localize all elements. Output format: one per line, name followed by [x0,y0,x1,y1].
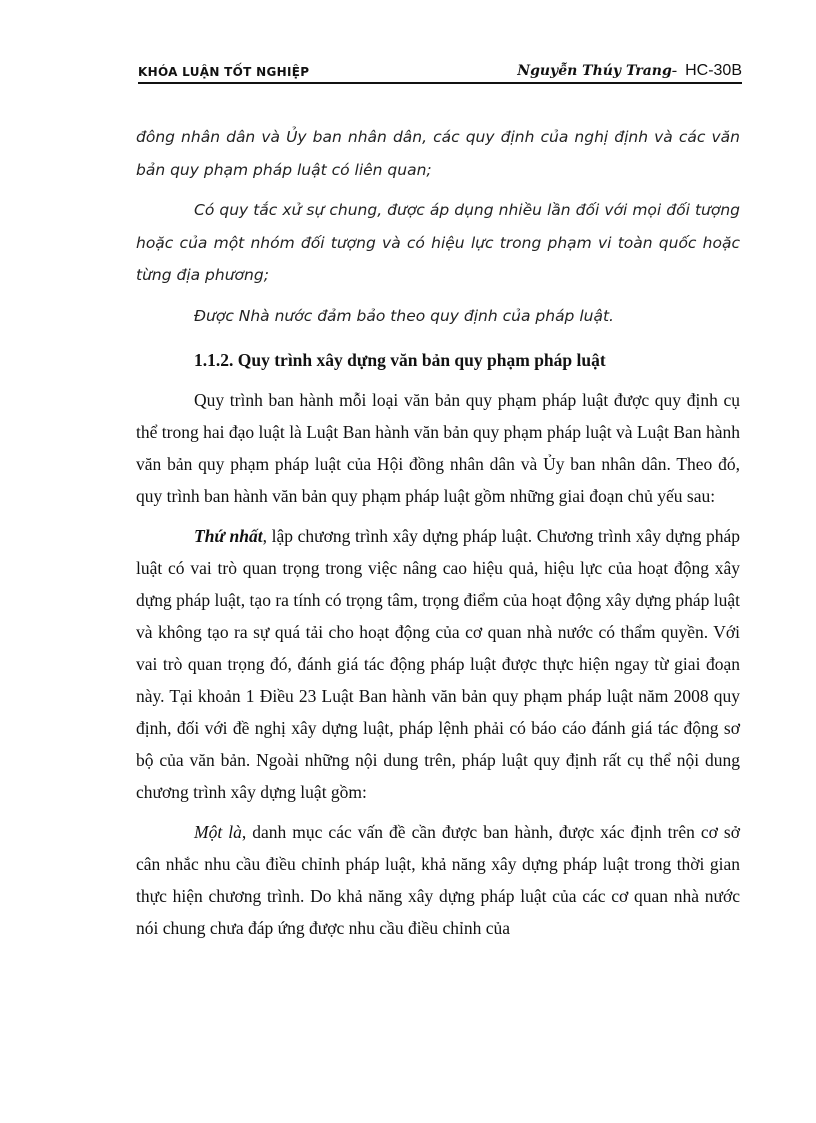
section-heading: 1.1.2. Quy trình xây dựng văn bản quy phạm pháp luật [194,350,606,370]
header-author-block [517,62,742,80]
paragraph-process-intro: Quy trình ban hành mỗi loại văn bản quy phạm pháp luật được quy định cụ thể trong hai đạo luật là Luật Ban hành văn bản quy phạm pháp luật và Luật Ban hành văn bản quy phạm pháp luật của Hội đồng nhân dân và Ủy ban nhân dân. Theo đó, quy trình ban hành văn bản quy phạm pháp luật gồm những giai đoạn chủ yếu sau: [136,390,740,506]
header-class: HC-30B [685,62,742,79]
paragraph-item-one [136,816,740,944]
paragraph-lead-first: Thứ nhất [194,526,263,546]
header-separator: - [671,62,678,79]
paragraph-rule-general: Có quy tắc xử sự chung, được áp dụng nhiều lần đối với mọi đối tượng hoặc của một nhóm đối tượng và có hiệu lực trong phạm vi toàn quốc hoặc từng địa phương; [136,201,740,284]
paragraph-first-stage-body: , lập chương trình xây dựng pháp luật. Chương trình xây dựng pháp luật có vai trò quan trọng trong việc nâng cao hiệu quả, hiệu lực của hoạt động xây dựng pháp luật, tạo ra tính có trọng tâm, trọng điểm của hoạt động xây dựng pháp luật và không tạo ra sự quá tải cho hoạt động của cơ quan nhà nước có thẩm quyền. Với vai trò quan trọng đó, đánh giá tác động pháp luật được thực hiện ngay từ giai đoạn này. Tại khoản 1 Điều 23 Luật Ban hành văn bản quy phạm pháp luật năm 2008 quy định, đối với đề nghị xây dựng luật, pháp lệnh phải có báo cáo đánh giá tác động sơ bộ của văn bản. Ngoài những nội dung trên, pháp luật quy định rất cụ thể nội dung chương trình xây dựng luật gồm: [136,526,740,802]
paragraph-continuation: đông nhân dân và Ủy ban nhân dân, các quy định của nghị định và các văn bản quy phạm pháp luật có liên quan; [136,128,740,179]
page-header [138,56,742,84]
header-title: KHÓA LUẬN TỐT NGHIỆP [138,65,310,79]
paragraph-state-guarantee: Được Nhà nước đảm bảo theo quy định của pháp luật. [194,306,614,325]
header-author: Nguyễn Thúy Trang [517,63,672,79]
paragraph-first-stage [136,520,740,808]
paragraph-lead-one: Một là [194,822,242,842]
document-body [136,121,740,952]
paragraph-item-one-body: , danh mục các vấn đề cần được ban hành, được xác định trên cơ sở cân nhắc nhu cầu điều chỉnh pháp luật, khả năng xây dựng pháp luật trong thời gian thực hiện chương trình. Do khả năng xây dựng pháp luật của các cơ quan nhà nước nói chung chưa đáp ứng được nhu cầu điều chỉnh của [136,822,740,938]
